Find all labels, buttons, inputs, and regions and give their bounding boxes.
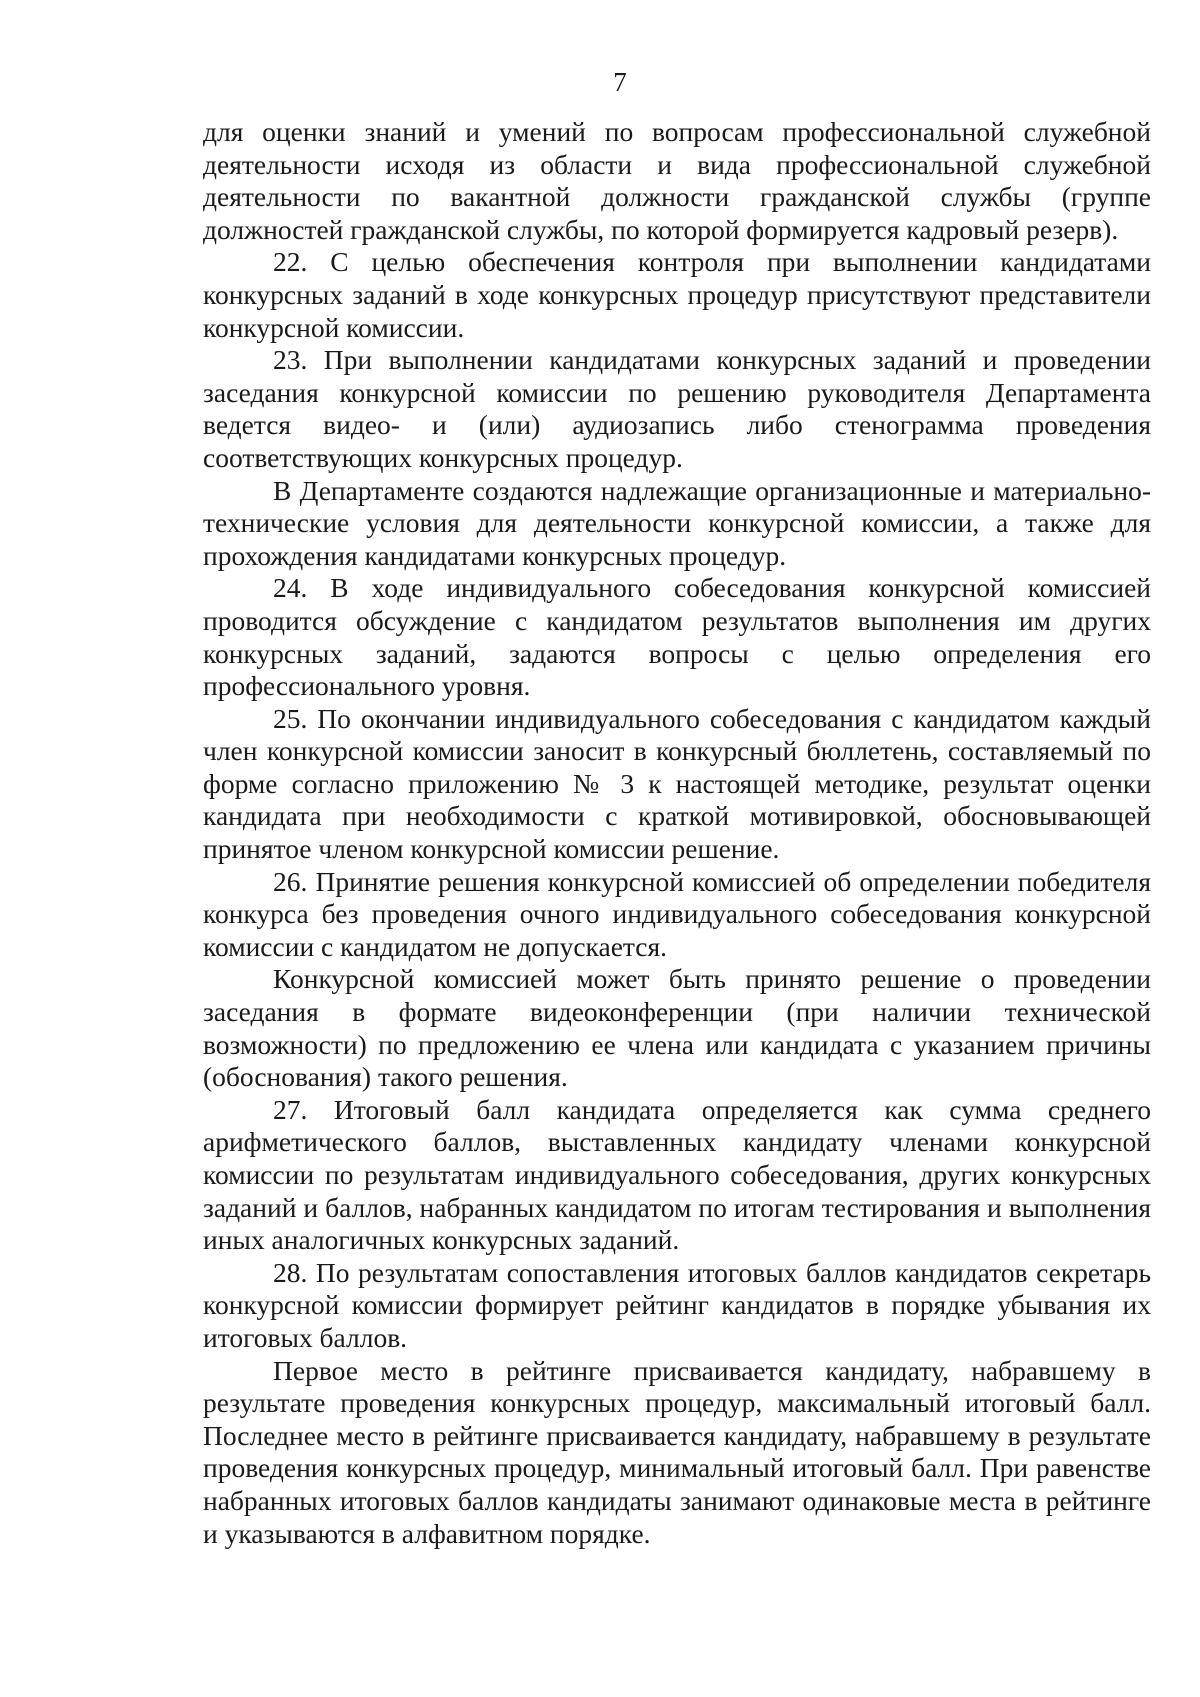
paragraph-23: 23. При выполнении кандидатами конкурсных заданий и проведении заседания конкурсной комиссии по решению руководителя Департамента ведется видео- и (или) аудиозапись либо стенограмма проведения соответствующих конкурсных процедур. (203, 344, 1151, 473)
paragraph-22: 22. С целью обеспечения контроля при выполнении кандидатами конкурсных заданий в ходе конкурсных процедур присутствуют представители конкурсной комиссии. (203, 246, 1151, 343)
document-body (203, 116, 1151, 1550)
paragraph-27: 27. Итоговый балл кандидата определяется как сумма среднего арифметического баллов, выставленных кандидату членами конкурсной комиссии по результатам индивидуального собеседования, других конкурсных заданий и баллов, набранных кандидатом по итогам тестирования и выполнения иных аналогичных конкурсных заданий. (203, 1093, 1151, 1256)
paragraph-26: 26. Принятие решения конкурсной комиссией об определении победителя конкурса без проведения очного индивидуального собеседования конкурсной комиссии с кандидатом не допускается. (203, 865, 1151, 962)
paragraph-26-videoconference: Конкурсной комиссией может быть принято решение о проведении заседания в формате видеоконференции (при наличии технической возможности) по предложению ее члена или кандидата с указанием причины (обоснования) такого решения. (203, 963, 1151, 1093)
paragraph-24: 24. В ходе индивидуального собеседования конкурсной комиссией проводится обсуждение с кандидатом результатов выполнения им других конкурсных заданий, задаются вопросы с целью определения его профессионального уровня. (203, 572, 1151, 702)
page-number: 7 (613, 67, 627, 97)
paragraph-continuation: для оценки знаний и умений по вопросам профессиональной служебной деятельности исходя из области и вида профессиональной служебной деятельности по вакантной должности гражданской службы (группе должностей гражданской службы, по которой формируется кадровый резерв). (203, 116, 1151, 245)
paragraph-28-ranking: Первое место в рейтинге присваивается кандидату, набравшему в результате проведения конкурсных процедур, максимальный итоговый балл. Последнее место в рейтинге присваивается кандидату, набравшему в результате проведения конкурсных процедур, минимальный итоговый балл. При равенстве набранных итоговых баллов кандидаты занимают одинаковые места в рейтинге и указываются в алфавитном порядке. (203, 1354, 1151, 1549)
paragraph-25: 25. По окончании индивидуального собеседования с кандидатом каждый член конкурсной комиссии заносит в конкурсный бюллетень, составляемый по форме согласно приложению № 3 к настоящей методике, результат оценки кандидата при необходимости с краткой мотивировкой, обосновывающей принятое членом конкурсной комиссии решение. (203, 702, 1151, 865)
paragraph-28: 28. По результатам сопоставления итоговых баллов кандидатов секретарь конкурсной комиссии формирует рейтинг кандидатов в порядке убывания их итоговых баллов. (203, 1256, 1151, 1353)
paragraph-23-conditions: В Департаменте создаются надлежащие организационные и материально-технические условия для деятельности конкурсной комиссии, а также для прохождения кандидатами конкурсных процедур. (203, 474, 1151, 571)
